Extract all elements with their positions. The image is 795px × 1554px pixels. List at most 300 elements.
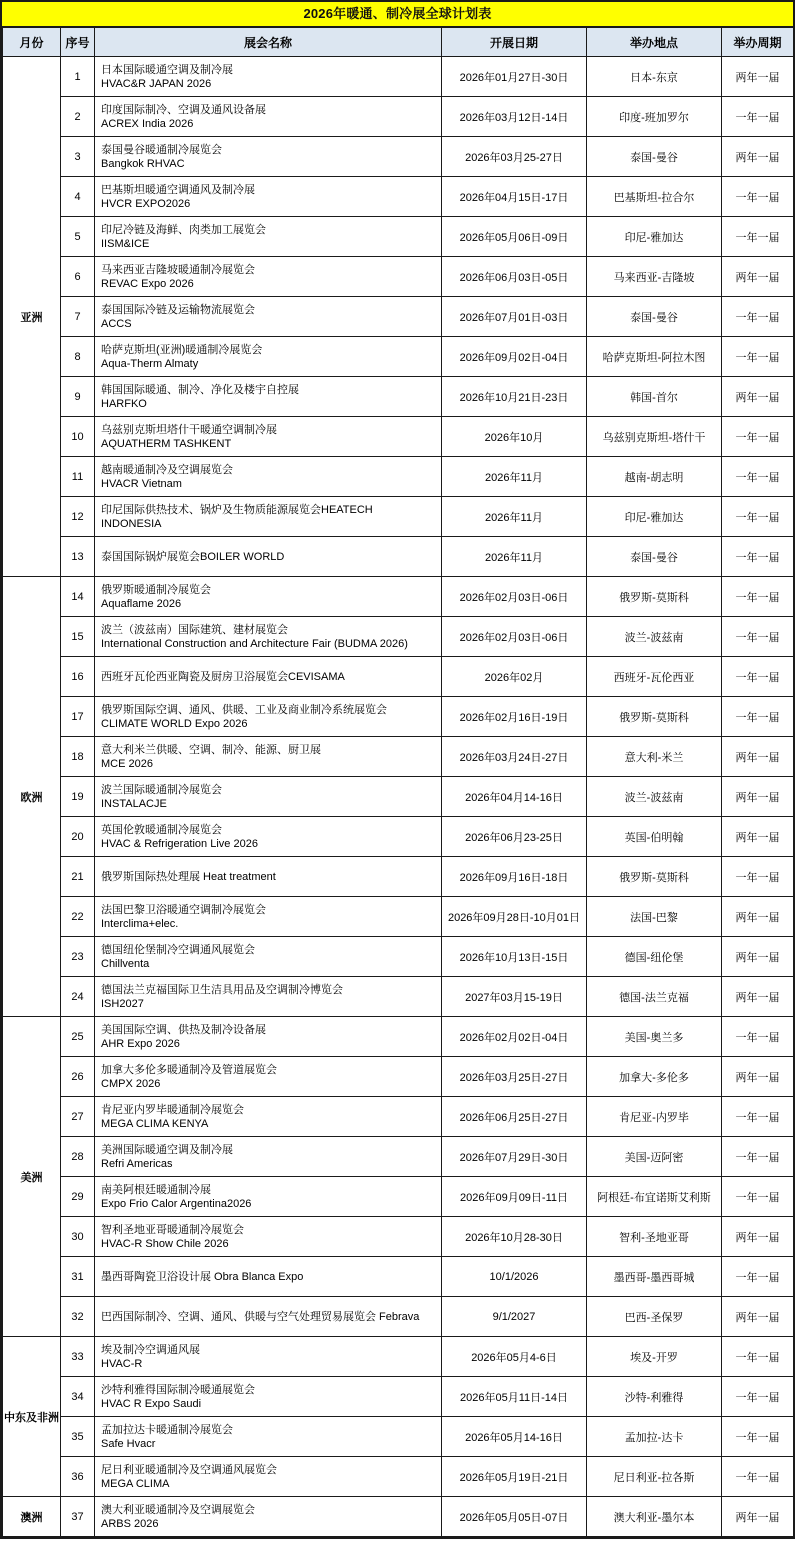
exhibition-date: 2026年10月28-30日 <box>442 1217 587 1257</box>
exhibition-name-en: Bangkok RHVAC <box>101 157 185 170</box>
exhibition-cycle: 两年一届 <box>722 937 794 977</box>
exhibition-place: 尼日利亚-拉各斯 <box>587 1457 722 1497</box>
exhibition-place: 波兰-波兹南 <box>587 617 722 657</box>
exhibition-cycle: 两年一届 <box>722 257 794 297</box>
exhibition-date: 2026年05月05日-07日 <box>442 1497 587 1537</box>
table-row <box>3 377 794 417</box>
exhibition-cycle: 两年一届 <box>722 1057 794 1097</box>
exhibition-cycle: 一年一届 <box>722 537 794 577</box>
exhibition-name-en: Safe Hvacr <box>101 1437 156 1450</box>
exhibition-name <box>95 337 442 377</box>
exhibition-cycle: 一年一届 <box>722 1417 794 1457</box>
row-number: 18 <box>61 737 95 777</box>
exhibition-name-cn: 德国法兰克福国际卫生洁具用品及空调制冷博览会 <box>101 983 343 996</box>
table-row <box>3 1057 794 1097</box>
exhibition-name-cn: 智利圣地亚哥暖通制冷展览会 <box>101 1223 244 1236</box>
exhibition-date: 2026年09月28日-10月01日 <box>442 897 587 937</box>
exhibition-name-cn: 沙特利雅得国际制冷暖通展览会 <box>101 1383 255 1396</box>
exhibition-name <box>95 537 442 577</box>
exhibition-place: 英国-伯明翰 <box>587 817 722 857</box>
table-row <box>3 977 794 1017</box>
row-number: 25 <box>61 1017 95 1057</box>
exhibition-name <box>95 217 442 257</box>
exhibition-cycle: 两年一届 <box>722 137 794 177</box>
exhibition-name <box>95 817 442 857</box>
exhibition-name-en: ACREX India 2026 <box>101 117 194 130</box>
table-row <box>3 817 794 857</box>
exhibition-date: 2026年02月02日-04日 <box>442 1017 587 1057</box>
exhibition-name-en: INSTALACJE <box>101 797 167 810</box>
exhibition-date: 2026年02月16日-19日 <box>442 697 587 737</box>
exhibition-name-cn: 韩国国际暖通、制冷、净化及楼宇自控展 <box>101 383 299 396</box>
row-number: 11 <box>61 457 95 497</box>
exhibition-cycle: 两年一届 <box>722 1297 794 1337</box>
exhibition-name-en: HVCR EXPO2026 <box>101 197 191 210</box>
table-row <box>3 1177 794 1217</box>
exhibition-name-en: CMPX 2026 <box>101 1077 161 1090</box>
exhibition-name <box>95 697 442 737</box>
exhibition-date: 2026年06月25日-27日 <box>442 1097 587 1137</box>
row-number: 23 <box>61 937 95 977</box>
exhibition-name <box>95 1177 442 1217</box>
exhibition-name <box>95 1137 442 1177</box>
exhibition-name-cn: 日本国际暖通空调及制冷展 <box>101 63 233 76</box>
exhibition-cycle: 一年一届 <box>722 1257 794 1297</box>
table-row <box>3 537 794 577</box>
table-row <box>3 1297 794 1337</box>
exhibition-name-en: HVAC R Expo Saudi <box>101 1397 202 1410</box>
exhibition-cycle: 两年一届 <box>722 377 794 417</box>
row-number: 36 <box>61 1457 95 1497</box>
exhibition-name-en: CLIMATE WORLD Expo 2026 <box>101 717 248 730</box>
exhibition-cycle: 两年一届 <box>722 977 794 1017</box>
exhibition-name-cn: 加拿大多伦多暖通制冷及管道展览会 <box>101 1063 277 1076</box>
exhibition-cycle: 一年一届 <box>722 617 794 657</box>
page-title: 2026年暖通、制冷展全球计划表 <box>2 2 793 27</box>
exhibition-name-en: AHR Expo 2026 <box>101 1037 180 1050</box>
exhibition-date: 10/1/2026 <box>442 1257 587 1297</box>
exhibition-date: 2026年03月25日-27日 <box>442 1057 587 1097</box>
exhibition-place: 日本-东京 <box>587 57 722 97</box>
row-number: 1 <box>61 57 95 97</box>
exhibition-date: 2026年05月4-6日 <box>442 1337 587 1377</box>
exhibition-date: 2026年10月13日-15日 <box>442 937 587 977</box>
exhibition-plan-table <box>2 27 794 1537</box>
exhibition-name <box>95 497 442 537</box>
exhibition-name-cn: 澳大利亚暖通制冷及空调展览会 <box>101 1503 255 1516</box>
exhibition-name-en: Chillventa <box>101 957 150 970</box>
table-row <box>3 1017 794 1057</box>
row-number: 17 <box>61 697 95 737</box>
exhibition-name <box>95 777 442 817</box>
row-number: 21 <box>61 857 95 897</box>
exhibition-cycle: 一年一届 <box>722 97 794 137</box>
table-row <box>3 897 794 937</box>
exhibition-name <box>95 1497 442 1537</box>
exhibition-cycle: 两年一届 <box>722 57 794 97</box>
table-row <box>3 1377 794 1417</box>
exhibition-place: 波兰-波兹南 <box>587 777 722 817</box>
exhibition-date: 2026年04月14-16日 <box>442 777 587 817</box>
row-number: 35 <box>61 1417 95 1457</box>
exhibition-cycle: 两年一届 <box>722 817 794 857</box>
exhibition-cycle: 一年一届 <box>722 337 794 377</box>
row-number: 4 <box>61 177 95 217</box>
exhibition-cycle: 一年一届 <box>722 497 794 537</box>
exhibition-name-cn: 英国伦敦暖通制冷展览会 <box>101 823 222 836</box>
exhibition-cycle: 一年一届 <box>722 577 794 617</box>
table-row <box>3 1257 794 1297</box>
exhibition-place: 韩国-首尔 <box>587 377 722 417</box>
table-row <box>3 1337 794 1377</box>
exhibition-place: 德国-法兰克福 <box>587 977 722 1017</box>
exhibition-name <box>95 57 442 97</box>
exhibition-cycle: 一年一届 <box>722 1337 794 1377</box>
exhibition-cycle: 一年一届 <box>722 1017 794 1057</box>
row-number: 32 <box>61 1297 95 1337</box>
row-number: 31 <box>61 1257 95 1297</box>
exhibition-name-en: HARFKO <box>101 397 147 410</box>
row-number: 26 <box>61 1057 95 1097</box>
exhibition-name-cn: 泰国曼谷暖通制冷展览会 <box>101 143 222 156</box>
exhibition-place: 哈萨克斯坦-阿拉木图 <box>587 337 722 377</box>
row-number: 5 <box>61 217 95 257</box>
exhibition-name-cn: 孟加拉达卡暖通制冷展览会 <box>101 1423 233 1436</box>
exhibition-name-cn: 波兰国际暖通制冷展览会 <box>101 783 222 796</box>
exhibition-name-en: Expo Frio Calor Argentina2026 <box>101 1197 252 1210</box>
exhibition-date: 2026年03月12日-14日 <box>442 97 587 137</box>
exhibition-date: 2027年03月15-19日 <box>442 977 587 1017</box>
exhibition-name <box>95 297 442 337</box>
exhibition-name-cn: 泰国国际冷链及运输物流展览会 <box>101 303 255 316</box>
row-number: 7 <box>61 297 95 337</box>
exhibition-place: 巴西-圣保罗 <box>587 1297 722 1337</box>
exhibition-date: 2026年05月11日-14日 <box>442 1377 587 1417</box>
exhibition-place: 泰国-曼谷 <box>587 297 722 337</box>
exhibition-date: 2026年05月06日-09日 <box>442 217 587 257</box>
exhibition-name-en: HVAC&R JAPAN 2026 <box>101 77 212 90</box>
exhibition-date: 2026年10月 <box>442 417 587 457</box>
exhibition-name-en: MEGA CLIMA <box>101 1477 170 1490</box>
exhibition-place: 德国-纽伦堡 <box>587 937 722 977</box>
region-label: 欧洲 <box>3 577 61 1017</box>
region-label: 美洲 <box>3 1017 61 1337</box>
exhibition-name-en: Aquaflame 2026 <box>101 597 182 610</box>
exhibition-name <box>95 857 442 897</box>
table-row <box>3 297 794 337</box>
table-row <box>3 1217 794 1257</box>
row-number: 2 <box>61 97 95 137</box>
exhibition-place: 印尼-雅加达 <box>587 217 722 257</box>
exhibition-date: 2026年11月 <box>442 537 587 577</box>
exhibition-cycle: 一年一届 <box>722 1377 794 1417</box>
exhibition-place: 阿根廷-布宜诺斯艾利斯 <box>587 1177 722 1217</box>
exhibition-cycle: 两年一届 <box>722 1217 794 1257</box>
exhibition-date: 2026年11月 <box>442 497 587 537</box>
exhibition-name-cn: 泰国国际锅炉展览会BOILER WORLD <box>101 550 285 563</box>
exhibition-name-cn: 肯尼亚内罗毕暖通制冷展览会 <box>101 1103 244 1116</box>
row-number: 22 <box>61 897 95 937</box>
exhibition-place: 法国-巴黎 <box>587 897 722 937</box>
exhibition-date: 2026年09月09日-11日 <box>442 1177 587 1217</box>
exhibition-name-en: Refri Americas <box>101 1157 173 1170</box>
row-number: 28 <box>61 1137 95 1177</box>
exhibition-name-cn: 俄罗斯国际空调、通风、供暖、工业及商业制冷系统展览会 <box>101 703 387 716</box>
exhibition-name-cn: 印度国际制冷、空调及通风设备展 <box>101 103 266 116</box>
row-number: 12 <box>61 497 95 537</box>
exhibition-name-cn: 尼日利亚暖通制冷及空调通风展览会 <box>101 1463 277 1476</box>
row-number: 33 <box>61 1337 95 1377</box>
row-number: 16 <box>61 657 95 697</box>
row-number: 10 <box>61 417 95 457</box>
exhibition-place: 孟加拉-达卡 <box>587 1417 722 1457</box>
exhibition-name-cn: 西班牙瓦伦西亚陶瓷及厨房卫浴展览会CEVISAMA <box>101 670 345 683</box>
exhibition-name <box>95 577 442 617</box>
row-number: 15 <box>61 617 95 657</box>
exhibition-cycle: 一年一届 <box>722 217 794 257</box>
exhibition-name-en: ACCS <box>101 317 132 330</box>
exhibition-name <box>95 1297 442 1337</box>
exhibition-name <box>95 977 442 1017</box>
exhibition-place: 泰国-曼谷 <box>587 537 722 577</box>
row-number: 19 <box>61 777 95 817</box>
table-row <box>3 617 794 657</box>
table-row <box>3 137 794 177</box>
exhibition-name-en: AQUATHERM TASHKENT <box>101 437 232 450</box>
column-header-cycle: 举办周期 <box>722 28 794 57</box>
exhibition-name-en: Interclima+elec. <box>101 917 179 930</box>
table-row <box>3 697 794 737</box>
exhibition-cycle: 一年一届 <box>722 857 794 897</box>
exhibition-name <box>95 177 442 217</box>
exhibition-date: 2026年05月14-16日 <box>442 1417 587 1457</box>
row-number: 29 <box>61 1177 95 1217</box>
exhibition-name-en: MEGA CLIMA KENYA <box>101 1117 209 1130</box>
exhibition-name <box>95 1217 442 1257</box>
table-row <box>3 457 794 497</box>
exhibition-name-cn: 美国国际空调、供热及制冷设备展 <box>101 1023 266 1036</box>
region-label: 澳洲 <box>3 1497 61 1537</box>
table-row <box>3 737 794 777</box>
exhibition-name <box>95 1257 442 1297</box>
exhibition-place: 巴基斯坦-拉合尔 <box>587 177 722 217</box>
table-header <box>3 28 794 57</box>
table-row <box>3 417 794 457</box>
exhibition-cycle: 两年一届 <box>722 1497 794 1537</box>
exhibition-name-en: REVAC Expo 2026 <box>101 277 194 290</box>
exhibition-name <box>95 1417 442 1457</box>
exhibition-name <box>95 897 442 937</box>
exhibition-name <box>95 737 442 777</box>
exhibition-name-cn: 南美阿根廷暖通制冷展 <box>101 1183 211 1196</box>
exhibition-name <box>95 1057 442 1097</box>
row-number: 20 <box>61 817 95 857</box>
exhibition-name <box>95 1457 442 1497</box>
row-number: 6 <box>61 257 95 297</box>
exhibition-name-en: MCE 2026 <box>101 757 153 770</box>
exhibition-name <box>95 97 442 137</box>
exhibition-date: 9/1/2027 <box>442 1297 587 1337</box>
exhibition-name-en: HVAC-R <box>101 1357 143 1370</box>
exhibition-name-cn: 埃及制冷空调通风展 <box>101 1343 200 1356</box>
table-row <box>3 1457 794 1497</box>
exhibition-date: 2026年10月21日-23日 <box>442 377 587 417</box>
table-row <box>3 177 794 217</box>
exhibition-place: 马来西亚-吉隆坡 <box>587 257 722 297</box>
exhibition-cycle: 一年一届 <box>722 177 794 217</box>
exhibition-name <box>95 377 442 417</box>
exhibition-name <box>95 1377 442 1417</box>
exhibition-name-cn: 波兰（波兹南）国际建筑、建材展览会 <box>101 623 288 636</box>
exhibition-date: 2026年03月24日-27日 <box>442 737 587 777</box>
exhibition-date: 2026年09月16日-18日 <box>442 857 587 897</box>
exhibition-name-en: ISH2027 <box>101 997 144 1010</box>
table-row <box>3 1097 794 1137</box>
exhibition-name-cn: 哈萨克斯坦(亚洲)暖通制冷展览会 <box>101 343 263 356</box>
exhibition-name-cn: 巴西国际制冷、空调、通风、供暖与空气处理贸易展览会 Febrava <box>101 1310 420 1323</box>
exhibition-name <box>95 417 442 457</box>
exhibition-name-cn: 印尼国际供热技术、锅炉及生物质能源展览会HEATECH INDONESIA <box>101 503 373 530</box>
exhibition-place: 肯尼亚-内罗毕 <box>587 1097 722 1137</box>
table-row <box>3 577 794 617</box>
exhibition-cycle: 一年一届 <box>722 657 794 697</box>
table-row <box>3 857 794 897</box>
column-header-no: 序号 <box>61 28 95 57</box>
table-row <box>3 657 794 697</box>
exhibition-place: 墨西哥-墨西哥城 <box>587 1257 722 1297</box>
row-number: 8 <box>61 337 95 377</box>
exhibition-name-en: ARBS 2026 <box>101 1517 159 1530</box>
exhibition-date: 2026年07月01日-03日 <box>442 297 587 337</box>
exhibition-date: 2026年02月03日-06日 <box>442 617 587 657</box>
exhibition-place: 西班牙-瓦伦西亚 <box>587 657 722 697</box>
exhibition-name-cn: 墨西哥陶瓷卫浴设计展 Obra Blanca Expo <box>101 1270 304 1283</box>
exhibition-name-en: Aqua-Therm Almaty <box>101 357 199 370</box>
exhibition-place: 泰国-曼谷 <box>587 137 722 177</box>
exhibition-place: 俄罗斯-莫斯科 <box>587 697 722 737</box>
exhibition-date: 2026年03月25-27日 <box>442 137 587 177</box>
exhibition-name <box>95 617 442 657</box>
exhibition-cycle: 一年一届 <box>722 457 794 497</box>
exhibition-cycle: 一年一届 <box>722 1097 794 1137</box>
exhibition-place: 智利-圣地亚哥 <box>587 1217 722 1257</box>
exhibition-name-cn: 法国巴黎卫浴暖通空调制冷展览会 <box>101 903 266 916</box>
exhibition-name <box>95 657 442 697</box>
exhibition-name <box>95 257 442 297</box>
exhibition-date: 2026年02月 <box>442 657 587 697</box>
exhibition-date: 2026年09月02日-04日 <box>442 337 587 377</box>
exhibition-name-cn: 俄罗斯暖通制冷展览会 <box>101 583 211 596</box>
exhibition-cycle: 一年一届 <box>722 417 794 457</box>
table-row <box>3 337 794 377</box>
exhibition-name-cn: 俄罗斯国际热处理展 Heat treatment <box>101 870 276 883</box>
exhibition-date: 2026年01月27日-30日 <box>442 57 587 97</box>
column-header-name: 展会名称 <box>95 28 442 57</box>
table-row <box>3 57 794 97</box>
exhibition-place: 俄罗斯-莫斯科 <box>587 857 722 897</box>
exhibition-name-cn: 德国纽伦堡制冷空调通风展览会 <box>101 943 255 956</box>
exhibition-date: 2026年05月19日-21日 <box>442 1457 587 1497</box>
row-number: 3 <box>61 137 95 177</box>
exhibition-name-en: HVACR Vietnam <box>101 477 182 490</box>
exhibition-cycle: 一年一届 <box>722 1457 794 1497</box>
exhibition-place: 印度-班加罗尔 <box>587 97 722 137</box>
exhibition-place: 澳大利亚-墨尔本 <box>587 1497 722 1537</box>
exhibition-name-en: HVAC & Refrigeration Live 2026 <box>101 837 258 850</box>
row-number: 13 <box>61 537 95 577</box>
table-row <box>3 777 794 817</box>
exhibition-date: 2026年04月15日-17日 <box>442 177 587 217</box>
row-number: 24 <box>61 977 95 1017</box>
exhibition-date: 2026年06月03日-05日 <box>442 257 587 297</box>
exhibition-place: 沙特-利雅得 <box>587 1377 722 1417</box>
exhibition-name-cn: 巴基斯坦暖通空调通风及制冷展 <box>101 183 255 196</box>
exhibition-cycle: 两年一届 <box>722 777 794 817</box>
exhibition-name-en: International Construction and Architecture Fair (BUDMA 2026) <box>101 637 408 650</box>
table-body <box>3 57 794 1537</box>
exhibition-name <box>95 137 442 177</box>
exhibition-name-cn: 马来西亚吉隆坡暖通制冷展览会 <box>101 263 255 276</box>
table-row <box>3 257 794 297</box>
exhibition-place: 意大利-米兰 <box>587 737 722 777</box>
exhibition-name-cn: 美洲国际暖通空调及制冷展 <box>101 1143 233 1156</box>
exhibition-name-en: IISM&ICE <box>101 237 150 250</box>
exhibition-cycle: 一年一届 <box>722 297 794 337</box>
exhibition-name <box>95 457 442 497</box>
table-row <box>3 497 794 537</box>
exhibition-name <box>95 937 442 977</box>
table-row <box>3 1497 794 1537</box>
region-label: 亚洲 <box>3 57 61 577</box>
exhibition-name-cn: 越南暖通制冷及空调展览会 <box>101 463 233 476</box>
exhibition-name-cn: 印尼冷链及海鲜、肉类加工展览会 <box>101 223 266 236</box>
exhibition-date: 2026年06月23-25日 <box>442 817 587 857</box>
exhibition-name-cn: 乌兹别克斯坦塔什干暖通空调制冷展 <box>101 423 277 436</box>
row-number: 37 <box>61 1497 95 1537</box>
exhibition-name-cn: 意大利米兰供暖、空调、制冷、能源、厨卫展 <box>101 743 321 756</box>
row-number: 27 <box>61 1097 95 1137</box>
exhibition-date: 2026年02月03日-06日 <box>442 577 587 617</box>
column-header-place: 举办地点 <box>587 28 722 57</box>
exhibition-cycle: 一年一届 <box>722 1177 794 1217</box>
exhibition-place: 加拿大-多伦多 <box>587 1057 722 1097</box>
row-number: 30 <box>61 1217 95 1257</box>
table-row <box>3 217 794 257</box>
exhibition-place: 美国-奥兰多 <box>587 1017 722 1057</box>
table-row <box>3 937 794 977</box>
exhibition-date: 2026年11月 <box>442 457 587 497</box>
row-number: 34 <box>61 1377 95 1417</box>
exhibition-name <box>95 1337 442 1377</box>
exhibition-place: 印尼-雅加达 <box>587 497 722 537</box>
exhibition-place: 乌兹别克斯坦-塔什干 <box>587 417 722 457</box>
exhibition-cycle: 一年一届 <box>722 697 794 737</box>
exhibition-date: 2026年07月29日-30日 <box>442 1137 587 1177</box>
exhibition-cycle: 一年一届 <box>722 1137 794 1177</box>
column-header-date: 开展日期 <box>442 28 587 57</box>
table-row <box>3 1417 794 1457</box>
row-number: 9 <box>61 377 95 417</box>
column-header-region: 月份 <box>3 28 61 57</box>
table-row <box>3 1137 794 1177</box>
exhibition-place: 美国-迈阿密 <box>587 1137 722 1177</box>
exhibition-place: 埃及-开罗 <box>587 1337 722 1377</box>
row-number: 14 <box>61 577 95 617</box>
exhibition-cycle: 两年一届 <box>722 897 794 937</box>
exhibition-name-en: HVAC-R Show Chile 2026 <box>101 1237 229 1250</box>
region-label: 中东及非洲 <box>3 1337 61 1497</box>
exhibition-name <box>95 1017 442 1057</box>
